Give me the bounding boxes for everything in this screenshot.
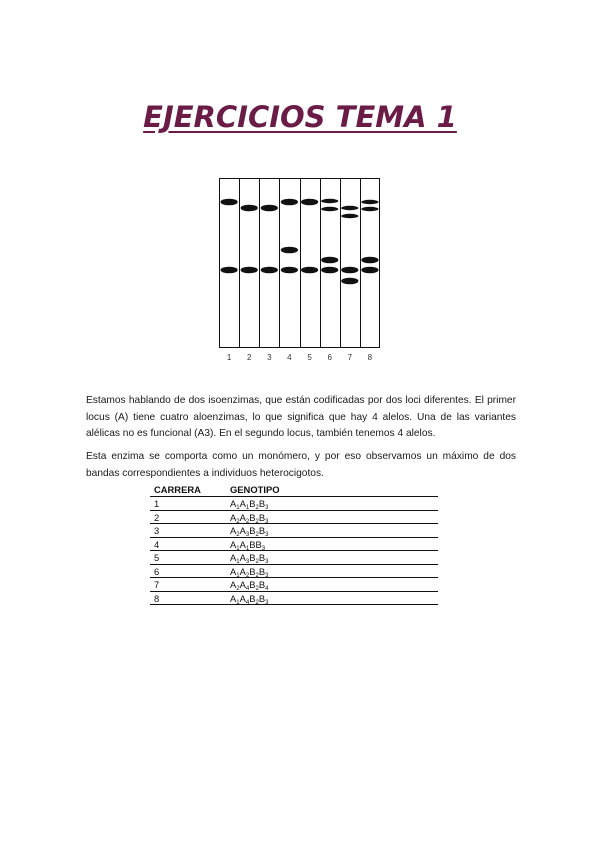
table-row bbox=[150, 551, 438, 565]
gel-band bbox=[341, 278, 358, 285]
paragraph-1: Estamos hablando de dos isoenzimas, que están codificadas por dos loci diferentes. El primer locus (A) tiene cuatro aloenzimas, lo que significa que hay 4 alelos. Una de las variantes alélicas no es funcional (A3). En el segundo locus, también tenemos 4 alelos. bbox=[86, 395, 516, 440]
genotipo-cell: $A_2A_4B_2B_4$ bbox=[226, 578, 438, 592]
lane-number: 2 bbox=[246, 353, 252, 362]
carrera-cell: 3 bbox=[150, 524, 226, 538]
lane-number: 3 bbox=[267, 353, 272, 362]
genotipo-cell: $A_1A_4B_2B_3$ bbox=[226, 591, 438, 605]
table-row bbox=[150, 537, 438, 551]
table-row bbox=[150, 524, 438, 538]
gel-band bbox=[361, 257, 378, 264]
genotipo-cell: $A_1A_1B_2B_3$ bbox=[226, 497, 438, 511]
gel-band bbox=[361, 200, 378, 204]
gel-band bbox=[261, 205, 278, 212]
genotipo-cell: $A_1A_3B_2B_3$ bbox=[226, 551, 438, 565]
gel-band bbox=[321, 267, 338, 274]
carrera-cell: 1 bbox=[150, 497, 226, 511]
gel-band bbox=[241, 267, 258, 274]
gel-band bbox=[281, 247, 298, 254]
carrera-cell: 7 bbox=[150, 578, 226, 592]
lane-number: 1 bbox=[226, 353, 232, 362]
lane-number: 6 bbox=[327, 353, 332, 362]
table-header-row bbox=[150, 482, 438, 497]
table-row bbox=[150, 591, 438, 605]
gel-band bbox=[361, 267, 378, 274]
gel-band bbox=[281, 199, 298, 206]
gel-band bbox=[341, 214, 358, 218]
gel-band bbox=[301, 199, 318, 206]
carrera-cell: 2 bbox=[150, 510, 226, 524]
gel-band bbox=[321, 199, 338, 203]
lane-number: 8 bbox=[367, 353, 373, 362]
gel-band bbox=[241, 205, 258, 212]
gel-band bbox=[341, 267, 358, 274]
gel-band bbox=[221, 267, 238, 274]
genotype-table bbox=[150, 482, 438, 605]
lane-number: 5 bbox=[307, 353, 312, 362]
gel-band bbox=[361, 207, 378, 211]
paragraph-2: Esta enzima se comporta como un monómero, y por eso observamos un máximo de dos bandas correspondientes a individuos heterocigotos. bbox=[86, 451, 516, 479]
table-row bbox=[150, 564, 438, 578]
gel-band bbox=[301, 267, 318, 274]
genotipo-cell: $A_2A_2B_2B_3$ bbox=[226, 510, 438, 524]
table-row bbox=[150, 497, 438, 511]
genotipo-cell: $A_1A_2B_2B_3$ bbox=[226, 564, 438, 578]
carrera-cell: 8 bbox=[150, 591, 226, 605]
genotipo-cell: $A_2A_3B_2B_3$ bbox=[226, 524, 438, 538]
table-row bbox=[150, 578, 438, 592]
electrophoresis-gel bbox=[219, 178, 380, 348]
table-row bbox=[150, 510, 438, 524]
gel-band bbox=[281, 267, 298, 274]
header-carrera: CARRERA bbox=[150, 482, 226, 497]
carrera-cell: 6 bbox=[150, 564, 226, 578]
lane-number: 4 bbox=[287, 353, 292, 362]
header-genotipo: GENOTIPO bbox=[226, 482, 438, 497]
gel-band bbox=[321, 207, 338, 211]
genotipo-cell: $A_1A_1BB_3$ bbox=[226, 537, 438, 551]
gel-band bbox=[261, 267, 278, 274]
gel-band bbox=[321, 257, 338, 264]
carrera-cell: 5 bbox=[150, 551, 226, 565]
lane-number: 7 bbox=[347, 353, 353, 362]
gel-band bbox=[341, 206, 358, 210]
page-title: EJERCICIOS TEMA 1 bbox=[143, 100, 457, 134]
gel-band bbox=[221, 199, 238, 206]
carrera-cell: 4 bbox=[150, 537, 226, 551]
gel-frame bbox=[220, 179, 380, 348]
